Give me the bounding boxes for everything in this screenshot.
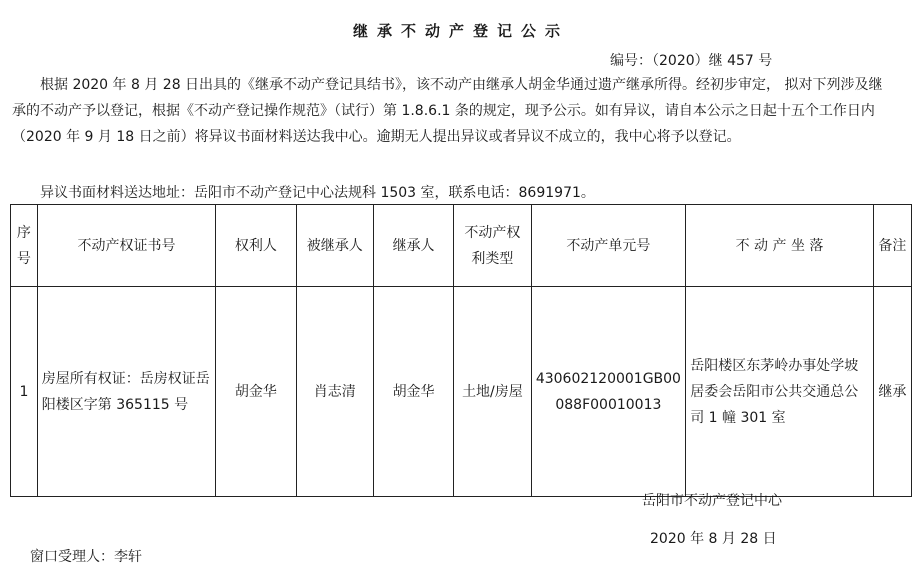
- cell-owner: 胡金华: [216, 287, 296, 497]
- cell-certificate: 房屋所有权证：岳房权证岳阳楼区字第 365115 号: [37, 287, 215, 497]
- header-decedent: 被继承人: [296, 205, 373, 287]
- table-header-row: [11, 205, 912, 287]
- header-unit-number: 不动产单元号: [531, 205, 686, 287]
- window-clerk: 窗口受理人：李轩: [30, 549, 142, 565]
- cell-decedent: 肖志清: [296, 287, 373, 497]
- registry-table: [10, 204, 912, 497]
- issuing-office: 岳阳市不动产登记中心: [642, 493, 782, 509]
- cell-heir: 胡金华: [373, 287, 453, 497]
- cell-remark: 继承: [873, 287, 911, 497]
- table-row: [11, 287, 912, 497]
- header-location: 不 动 产 坐 落: [686, 205, 874, 287]
- issue-date: 2020 年 8 月 28 日: [650, 531, 777, 547]
- header-heir: 继承人: [373, 205, 453, 287]
- notice-body: [12, 72, 892, 150]
- cell-location: 岳阳楼区东茅岭办事处学坡居委会岳阳市公共交通总公司 1 幢 301 室: [686, 287, 874, 497]
- header-certificate: 不动产权证书号: [37, 205, 215, 287]
- header-owner: 权利人: [216, 205, 296, 287]
- notice-number: 编号：（2020）继 457 号: [610, 53, 773, 69]
- notice-paragraph: 根据 2020 年 8 月 28 日出具的《继承不动产登记具结书》，该不动产由继承人胡金华通过遗产继承所得。经初步审定， 拟对下列涉及继承的不动产予以登记，根据《不动产登记操作规范》（试行）第 1.8.6.1 条的规定，现予公示。如有异议，请自本公示之日起十五个工作日内（2020 年 9 月 18 日之前）将异议书面材料送达我中心。逾期无人提出异议或者异议不成立的，我中心将予以登记。: [12, 77, 883, 145]
- header-index: 序号: [11, 205, 38, 287]
- header-remark: 备注: [873, 205, 911, 287]
- cell-unit-number: 430602120001GB00088F00010013: [531, 287, 686, 497]
- header-right-type: 不动产权利类型: [454, 205, 531, 287]
- objection-address: 异议书面材料送达地址：岳阳市不动产登记中心法规科 1503 室，联系电话：8691971。: [40, 185, 595, 201]
- notice-title: 继承不动产登记公示: [352, 22, 569, 40]
- cell-index: 1: [11, 287, 38, 497]
- cell-right-type: 土地/房屋: [454, 287, 531, 497]
